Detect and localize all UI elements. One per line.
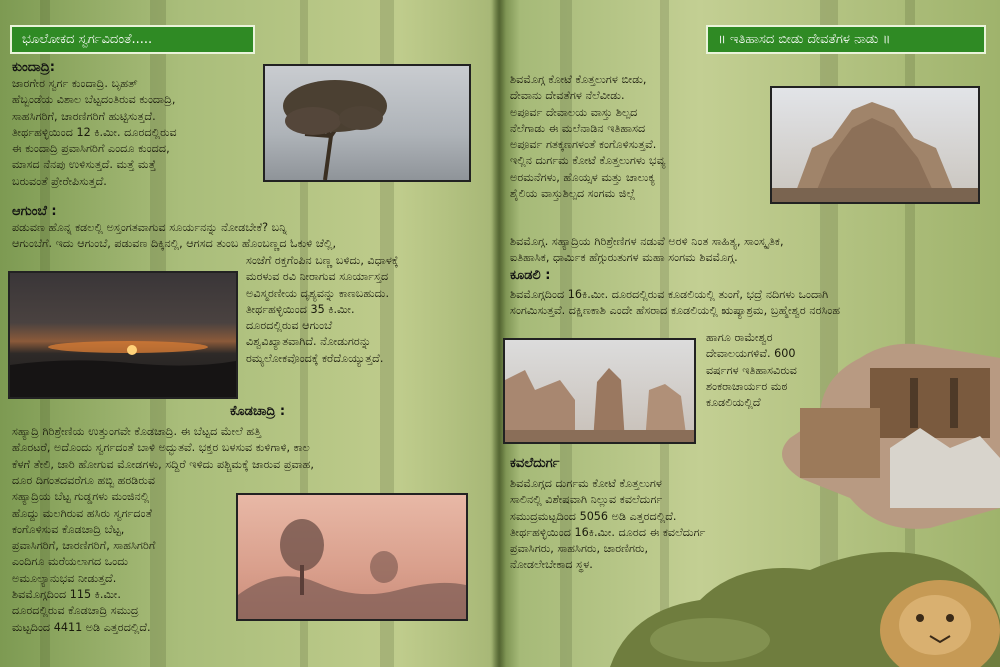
kudali-title: ಕೂಡಲಿ : xyxy=(510,268,551,283)
temple-ruins-photo xyxy=(503,338,696,444)
book-spine xyxy=(492,0,506,667)
agumbe-text-right: ಸಂಜೆಗೆ ರಕ್ತಗೆಂಪಿನ ಬಣ್ಣ ಬಳಿದು, ವಿಧಾಳಕ್ಕೆ ಮರಳುವ ರವಿ ನೀರಾಗುವ ಸೂರ್ಯಾಸ್ತದ ಅವಿಸ್ಮರಣೀಯ ದೃಶ್ಯವನ್ನು ಕಾಣಬಹುದು. ತೀರ್ಥಹಳ್ಳಿಯಿಂದ 35 ಕಿ.ಮೀ. ದೂರದಲ್ಲಿರುವ ಆಗುಂಬೆ ವಿಶ್ವವಿಖ್ಯಾತವಾಗಿದೆ. ನೋಡುಗರನ್ನು ರಮ್ಯಲೋಕವೊಂದಕ್ಕೆ ಕರೆದೊಯ್ಯುತ್ತದೆ. xyxy=(246,254,399,365)
intro-text-left: ಶಿವಮೊಗ್ಗ ಕೋಟೆ ಕೊತ್ತಲುಗಳ ಬೀಡು, ದೇವಾನು ದೇವತೆಗಳ ನೆಲೆವೀಡು. ಅಪೂರ್ವ ದೇವಾಲಯ ವಾಸ್ತು ಶಿಲ್ಪದ ನೆಲೆಗಾಡು ಈ ಮಲೆನಾಡಿನ ಇತಿಹಾಸದ ಅಪೂರ್ವ ಗತಕ್ಕಣಗಳಂತೆ ಕಂಗೊಳಿಸುತ್ತವೆ. ಇಲ್ಲಿನ ದುರ್ಗಮ ಕೋಟೆ ಕೊತ್ತಲುಗಳು ಭವ್ಯ ಅರಮನೆಗಳು, ಹೊಯ್ಸಳ ಮತ್ತು ಚಾಲುಕ್ಯ ಶೈಲಿಯ ವಾಸ್ತುಶಿಲ್ಪದ ಸಂಗಮ ಜಿಲ್ಲೆ xyxy=(510,73,666,201)
temple-tower-photo xyxy=(770,86,980,204)
intro-text-full: ಶಿವಮೊಗ್ಗ. ಸಹ್ಯಾದ್ರಿಯ ಗಿರಿಶ್ರೇಣಿಗಳ ನಡುವೆ ಅರಳಿ ನಿಂತ ಸಾಹಿತ್ಯ, ಸಾಂಸ್ಕೃತಿಕ, ಐತಿಹಾಸಿಕ, ಧಾರ್ಮಿಕ ಹೆಗ್ಗುರುತುಗಳ ಮಹಾ ಸಂಗಮ ಶಿವಮೊಗ್ಗ. xyxy=(510,235,784,265)
foggy-trees-photo xyxy=(236,493,468,621)
heritage-collage xyxy=(760,338,1000,538)
kudali-text-full: ಶಿವಮೊಗ್ಗದಿಂದ 16ಕಿ.ಮೀ. ದೂರದಲ್ಲಿರುವ ಕೂಡಲಿಯಲ್ಲಿ ತುಂಗೆ, ಭದ್ರೆ ನದಿಗಳು ಒಂದಾಗಿ ಸಂಗಮಿಸುತ್ತವೆ. ದಕ್ಷಿಣಕಾಶಿ ಎಂದೇ ಹೆಸರಾದ ಕೂಡಲಿಯಲ್ಲಿ ಋಷ್ಯಾಶ್ರಮ, ಬ್ರಹ್ಮೇಶ್ವರ ನರಸಿಂಹ xyxy=(510,288,841,318)
agumbe-title: ಆಗುಂಬೆ : xyxy=(12,204,57,219)
sunset-photo xyxy=(8,271,238,399)
right-page-banner: ॥ ಇತಿಹಾಸದ ಬೀಡು ದೇವತೆಗಳ ನಾಡು ॥ xyxy=(706,25,986,54)
kudali-text-right: ಹಾಗೂ ರಾಮೇಶ್ವರ ದೇವಾಲಯಗಳಿವೆ. 600 ವರ್ಷಗಳ ಇತಿಹಾಸವಿರುವ ಶಂಕರಾಚಾರ್ಯರ ಮಠ ಕೂಡಲಿಯಲ್ಲಿದೆ xyxy=(706,331,797,410)
agumbe-text-full: ಪಡುವಣ ಹೊನ್ನ ಕಡಲಲ್ಲಿ ಅಸ್ತಂಗತವಾಗುವ ಸೂರ್ಯನನ್ನು ನೋಡಬೇಕೆ? ಬನ್ನಿ ಆಗುಂಬೆಗೆ. ಇದು ಆಗುಂಬೆ, ಪಡುವಣ ದಿಕ್ಕಿನಲ್ಲಿ, ಆಗಸದ ತುಂಬ ಹೊಂಬಣ್ಣದ ಓಕುಳಿ ಚೆಲ್ಲಿ, xyxy=(12,221,337,251)
kodachadri-text-full: ಸಹ್ಯಾದ್ರಿ ಗಿರಿಶ್ರೇಣಿಯ ಉತ್ತುಂಗವೇ ಕೊಡಚಾದ್ರಿ. ಈ ಬೆಟ್ಟದ ಮೇಲೆ ಹತ್ತಿ ಹೊರಟರೆ, ಅದೊಂದು ಸ್ವರ್ಗದಂತೆ ಬಾಳಿ ಅದ್ಭುತವೆ. ಭಕ್ತರ ಬಳಸುವ ಕುಳಿಗಾಳಿ, ಕಾಲ ಕೆಳಗೆ ತೇಲಿ, ಜಾರಿ ಹೋಗುವ ಮೋಡಗಳು, ಸದ್ದಿರೆ ಇಳಿದು ಪಶ್ಚಿಮಕ್ಕೆ ಜಾರುವ ಪ್ರವಾಹ, xyxy=(12,425,314,471)
kundadri-text: ಜಾರಗೇರ ಸ್ವರ್ಗ ಕುಂದಾದ್ರಿ. ಬೃಹತ್ ಹೆಬ್ಬಂಡೆಯ ವಿಶಾಲ ಬೆಟ್ಟದಂತಿರುವ ಕುಂದಾದ್ರಿ, ಸಾಹಸಿಗರಿಗೆ, ಚಾರಣಿಗರಿಗೆ ಹುಟ್ಟಿಸುತ್ತದೆ. ತೀರ್ಥಹಳ್ಳಿಯಿಂದ 12 ಕಿ.ಮೀ. ದೂರದಲ್ಲಿರುವ ಈ ಕುಂದಾದ್ರಿ ಪ್ರವಾಸಿಗರಿಗೆ ಎಂದೂ ಕುಂದದ, ಮಾಸದ ನೆನಪು ಉಳಿಸುತ್ತದೆ. ಮತ್ತೆ ಮತ್ತೆ ಬರುವಂತೆ ಪ್ರೇರೇಪಿಸುತ್ತದೆ. xyxy=(12,77,177,188)
kundadri-title: ಕುಂದಾದ್ರಿ: xyxy=(12,60,55,75)
kavaledurga-text: ಶಿವಮೊಗ್ಗದ ದುರ್ಗಮ ಕೋಟೆ ಕೊತ್ತಲುಗಳ ಸಾಲಿನಲ್ಲಿ ವಿಶೇಷವಾಗಿ ನಿಲ್ಲುವ ಕವಲೆದುರ್ಗ ಸಮುದ್ರಮಟ್ಟದಿಂದ 5056 ಅಡಿ ಎತ್ತರದಲ್ಲಿದೆ. ತೀರ್ಥಹಳ್ಳಿಯಿಂದ 16ಕಿ.ಮೀ. ದೂರದ ಈ ಕವಲೆದುರ್ಗ ಪ್ರವಾಸಿಗರು, ಸಾಹಸಿಗರು, ಚಾರಣಿಗರು, ನೋಡಲೇಬೇಕಾದ ಸ್ಥಳ. xyxy=(510,477,706,572)
lion-image xyxy=(590,520,1000,667)
kodachadri-title: ಕೊಡಚಾದ್ರಿ : xyxy=(230,404,286,419)
kodachadri-text-left: ದೂರ ದಿಗಂತದವರೆಗೂ ಹಬ್ಬಿ ಹರಡಿರುವ ಸಹ್ಯಾದ್ರಿಯ ಬೆಟ್ಟ ಗುಡ್ಡಗಳು ಮಂಜಿನಲ್ಲಿ ಹೊದ್ದು ಮಲಗಿರುವ ಹಸಿರು ಸ್ವರ್ಗದಂತೆ ಕಂಗೊಳಿಸುವ ಕೊಡಚಾದ್ರಿ ಬೆಟ್ಟ, ಪ್ರವಾಸಿಗರಿಗೆ, ಚಾರಣಿಗರಿಗೆ, ಸಾಹಸಿಗರಿಗೆ ಎಂದಿಗೂ ಮರೆಯಲಾಗದ ಒಂದು ಅಮೂಲ್ಯಾನುಭವ ನೀಡುತ್ತದೆ. ಶಿವಮೊಗ್ಗದಿಂದ 115 ಕಿ.ಮೀ. ದೂರದಲ್ಲಿರುವ ಕೊಡಚಾದ್ರಿ ಸಮುದ್ರ ಮಟ್ಟದಿಂದ 4411 ಅಡಿ ಎತ್ತರದಲ್ಲಿದೆ. xyxy=(12,474,156,634)
kavaledurga-title: ಕವಲೆದುರ್ಗ xyxy=(510,456,560,471)
tree-photo xyxy=(263,64,471,182)
left-page-banner: ಭೂಲೋಕದ ಸ್ವರ್ಗವಿದಂತೆ..... xyxy=(10,25,255,54)
